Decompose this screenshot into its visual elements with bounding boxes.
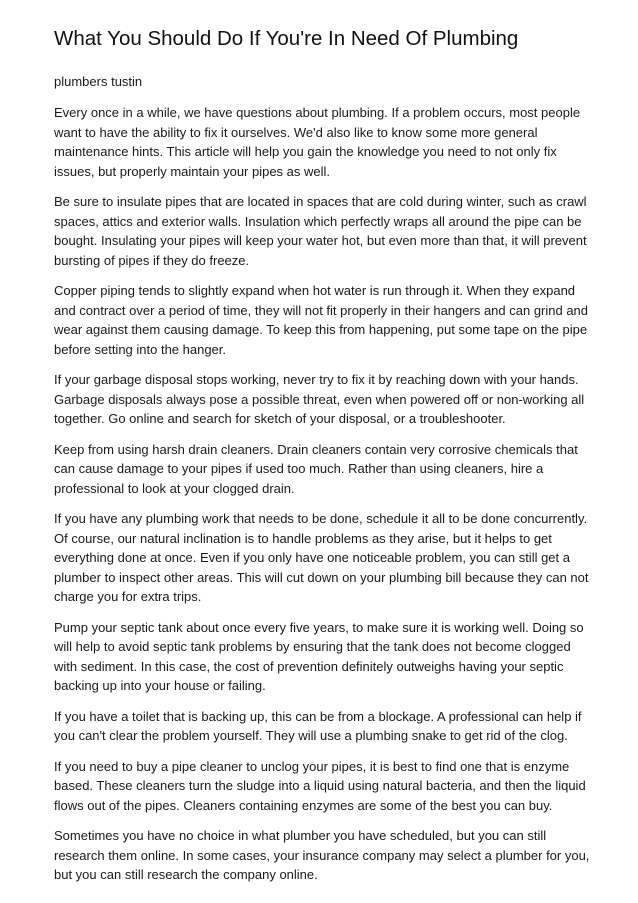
paragraph-8: If you have a toilet that is backing up, this can be from a blockage. A professional can help if you can't clear the problem yourself. They will use a plumbing snake to get rid of the clog. <box>54 708 582 743</box>
paragraph-6: If you have any plumbing work that needs to be done, schedule it all to be done concurrently. Of course, our natural inclination is to handle problems as they arise, but it helps to get everything done at once. Even if you only have one noticeable problem, you can still get a plumber to inspect other areas. This will cut down on your plumbing bill because they can not charge you for extra trips. <box>54 511 589 604</box>
document-title: What You Should Do If You're In Need Of Plumbing <box>54 27 519 50</box>
paragraph-7: Pump your septic tank about once every five years, to make sure it is working well. Doing so will help to avoid septic tank problems by ensuring that the tank does not become clogged with sediment. In this case, the cost of prevention definitely outweighs having your septic backing up into your house or failing. <box>54 619 584 693</box>
paragraph-5: Keep from using harsh drain cleaners. Drain cleaners contain very corrosive chemicals that can cause damage to your pipes if used too much. Rather than using cleaners, hire a professional to look at your clogged drain. <box>54 441 578 496</box>
paragraph-3: Copper piping tends to slightly expand when hot water is run through it. When they expand and contract over a period of time, they will not fit properly in their hangers and can grind and wear against them causing damage. To keep this from happening, put some tape on the pipe before setting into the hanger. <box>54 283 589 357</box>
paragraph-2: Be sure to insulate pipes that are located in spaces that are cold during winter, such as crawl spaces, attics and exterior walls. Insulation which perfectly wraps all around the pipe can be bought. Insulating your pipes will keep your water hot, but even more than that, it will prevent bursting of pipes if they do freeze. <box>54 194 587 268</box>
paragraph-1: Every once in a while, we have questions about plumbing. If a problem occurs, most people want to have the ability to fix it ourselves. We'd also like to know some more general maintenance hints. This article will help you gain the knowledge you need to not only fix issues, but properly maintain your pipes as well. <box>54 105 581 179</box>
document-page <box>54 26 590 896</box>
paragraph-10: Sometimes you have no choice in what plumber you have scheduled, but you can still research them online. In some cases, your insurance company may select a plumber for you, but you can still research the company online. <box>54 828 590 882</box>
plumbers-tustin-link[interactable]: plumbers tustin <box>54 74 143 89</box>
paragraph-9: If you need to buy a pipe cleaner to unclog your pipes, it is best to find one that is enzyme based. These cleaners turn the sludge into a liquid using natural bacteria, and then the liquid flows out of the pipes. Cleaners containing enzymes are some of the best you can buy. <box>54 758 586 813</box>
paragraph-4: If your garbage disposal stops working, never try to fix it by reaching down with your hands. Garbage disposals always pose a possible threat, even when powered off or non-working all together. Go online and search for sketch of your disposal, or a troubleshooter. <box>54 372 585 426</box>
